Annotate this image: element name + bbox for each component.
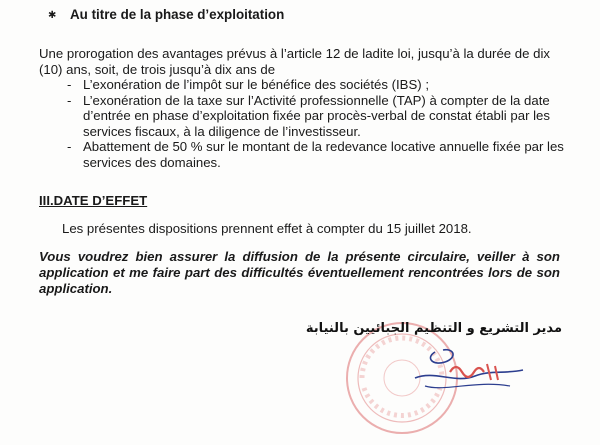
small-star-bullet-icon: ✱ xyxy=(48,10,57,21)
list-item xyxy=(39,139,569,170)
list-dash: - xyxy=(67,139,72,155)
benefits-list xyxy=(39,77,569,171)
closing-paragraph: Vous voudrez bien assurer la diffusion de la présente circulaire, veiller à son application et me faire part des difficultés éventuellement rencontrées lors de son application. xyxy=(39,249,560,296)
list-item-text: L’exonération de la taxe sur l’Activité professionnelle (TAP) à compter de la date d’entrée en phase d’exploitation fixée par procès-verbal de constat établi par les services fiscaux, à la diligence de l’investisseur. xyxy=(83,92,550,139)
list-dash: - xyxy=(67,92,72,108)
handwritten-signature-icon xyxy=(395,340,535,410)
list-item-text: Abattement de 50 % sur le montant de la redevance locative annuelle fixée par les services des domaines. xyxy=(83,139,564,170)
section-heading-date-effet: III.DATE D’EFFET xyxy=(39,193,148,208)
intro-paragraph: Une prorogation des avantages prévus à l’article 12 de ladite loi, jusqu’à la durée de dix (10) ans, soit, de trois jusqu’à dix ans de xyxy=(39,46,550,77)
signatory-title-arabic: مدير التشريع و التنظيم الجبائيين بالنيابة xyxy=(305,321,562,336)
list-item xyxy=(39,77,569,93)
section-heading-exploitation xyxy=(48,7,284,22)
list-item-text: L’exonération de l’impôt sur le bénéfice des sociétés (IBS) ; xyxy=(83,77,429,92)
list-item xyxy=(39,93,569,140)
list-dash: - xyxy=(67,77,72,92)
section-heading-text: Au titre de la phase d’exploitation xyxy=(70,7,285,22)
effect-date-paragraph: Les présentes dispositions prennent effet à compter du 15 juillet 2018. xyxy=(62,221,472,236)
